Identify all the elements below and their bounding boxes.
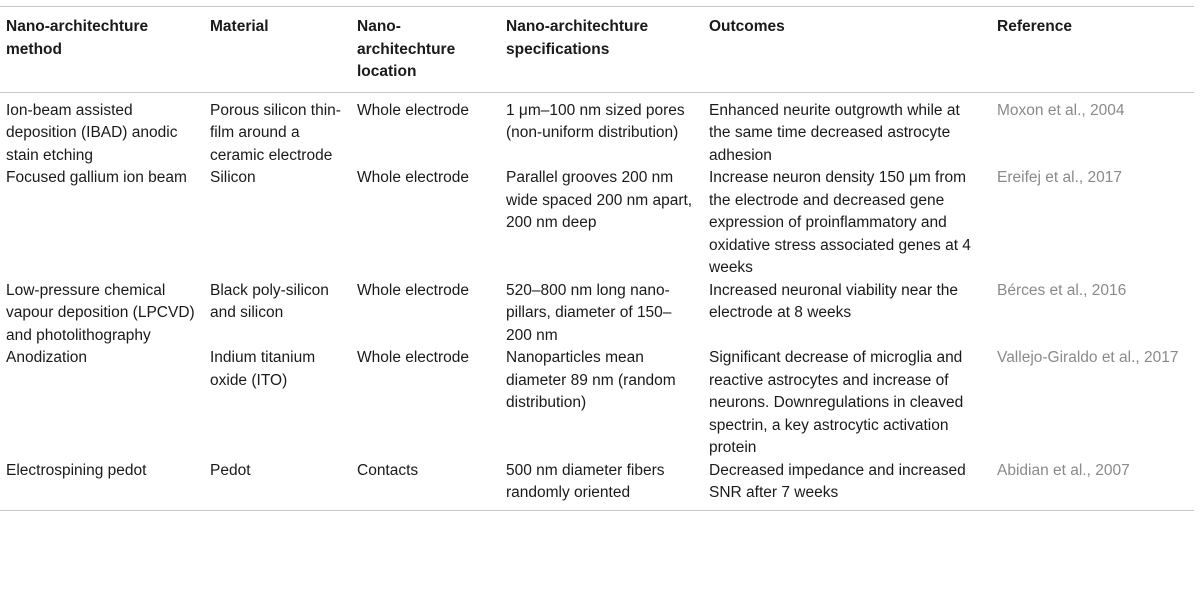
cell-outcomes: Significant decrease of microglia and reactive astrocytes and increase of neurons. Downregulations in cleaved spectrin, a key astrocytic activation protein: [709, 349, 964, 456]
cell-specifications: 520–800 nm long nano-pillars, diameter of 150–200 nm: [506, 281, 672, 344]
cell-reference-link[interactable]: Ereifej et al., 2017: [997, 169, 1122, 186]
header-specifications: Nano-architechture specifications: [506, 18, 649, 58]
cell-outcomes: Increased neuronal viability near the electrode at 8 weeks: [709, 281, 959, 321]
cell-location: Whole electrode: [357, 101, 470, 119]
cell-location: Whole electrode: [357, 281, 470, 299]
cell-reference-link[interactable]: Moxon et al., 2004: [997, 101, 1125, 119]
nano-architecture-table: [0, 6, 1194, 511]
table-row: [0, 167, 1194, 280]
cell-method: Anodization: [6, 349, 88, 366]
header-reference: Reference: [997, 18, 1072, 35]
header-location: Nano-architechture location: [357, 18, 456, 80]
table-row: [0, 347, 1194, 460]
cell-material: Indium titanium oxide (ITO): [210, 349, 316, 389]
header-outcomes: Outcomes: [709, 18, 785, 35]
table-row: [0, 92, 1194, 167]
cell-method: Electrospining pedot: [6, 461, 147, 479]
cell-location: Contacts: [357, 461, 419, 479]
cell-material: Black poly-silicon and silicon: [210, 281, 329, 321]
cell-method: Ion-beam assisted deposition (IBAD) anodic stain etching: [6, 101, 178, 164]
cell-specifications: Parallel grooves 200 nm wide spaced 200 nm apart, 200 nm deep: [506, 169, 693, 231]
cell-location: Whole electrode: [357, 349, 470, 366]
cell-outcomes: Enhanced neurite outgrowth while at the same time decreased astrocyte adhesion: [709, 101, 960, 164]
table-body: [0, 92, 1194, 510]
cell-specifications: 1 μm–100 nm sized pores (non-uniform distribution): [506, 101, 685, 141]
table-row: [0, 460, 1194, 511]
table-row: [0, 280, 1194, 348]
cell-reference-link[interactable]: Bérces et al., 2016: [997, 281, 1127, 299]
cell-material: Silicon: [210, 169, 256, 186]
cell-specifications: 500 nm diameter fibers randomly oriented: [506, 461, 665, 501]
header-method: Nano-architechture method: [6, 18, 149, 58]
cell-method: Focused gallium ion beam: [6, 169, 187, 186]
cell-material: Porous silicon thin-film around a ceramic electrode: [210, 101, 341, 164]
header-row: [0, 7, 1194, 93]
table-header: [0, 7, 1194, 93]
cell-method: Low-pressure chemical vapour deposition (LPCVD) and photolithography: [6, 281, 195, 344]
cell-reference-link[interactable]: Abidian et al., 2007: [997, 461, 1130, 479]
cell-reference-link[interactable]: Vallejo-Giraldo et al., 2017: [997, 349, 1179, 366]
cell-outcomes: Increase neuron density 150 μm from the electrode and decreased gene expression of proinflammatory and oxidative stress associated genes at 4 weeks: [709, 169, 971, 276]
cell-specifications: Nanoparticles mean diameter 89 nm (random distribution): [506, 349, 676, 411]
cell-location: Whole electrode: [357, 169, 470, 186]
header-material: Material: [210, 18, 269, 35]
cell-material: Pedot: [210, 461, 251, 479]
cell-outcomes: Decreased impedance and increased SNR after 7 weeks: [709, 461, 966, 501]
